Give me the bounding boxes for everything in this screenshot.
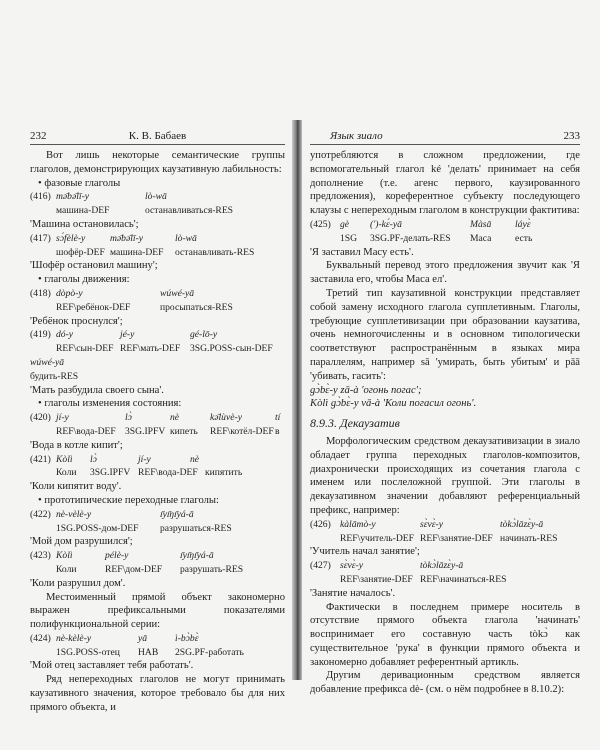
example-line: (417) sɔ́fèlè-y mə̄bə̄lī-y lò-wā [30,232,197,244]
paragraph: Третий тип каузативной конструкции представляет собой замену исходного глагола супплетивным. Глаголы, требующие супплетивизации при образовании каузатива, очень немногочисленны и в основном типологически соответствуют распространённым в языках мира параллелям, например sā 'умирать, быть убитым' и pāā 'убивать, гасить': [310,287,580,382]
translation: 'Коли кипятит воду'. [30,481,122,493]
running-head: К. В. Бабаев [128,130,187,142]
bullet-item: • глаголы движения: [38,274,130,286]
translation: 'Мой дом разрушился'; [30,536,133,548]
paragraph: Буквальный перевод этого предложения звучит как 'Я заставила его, чтобы Маса ел'. [310,260,580,286]
example-line: (418) dòpò-y wúwé-yā [30,287,195,299]
translation: 'Вода в котле кипит'; [30,439,123,451]
gloss-line: REF\вода-DEF 3SG.IPFV кипеть REF\котёл-DEF в [56,425,280,437]
gloss-line: REF\занятие-DEF REF\начинаться-RES [340,573,507,585]
translation: 'Ребёнок проснулся'; [30,315,123,327]
example-line: (424) nè-kèlè-y yā ì-bɔ̀bɛ̀ [30,632,199,644]
right-page [310,130,580,696]
example-text: Kòlì gɔ̀bɛ̀-y vā-à 'Коли погасил огонь'. [310,398,477,410]
page-number: 233 [563,130,580,142]
book-gutter [292,120,302,680]
gloss-line: будить-RES [30,370,79,382]
left-page [30,130,285,713]
gloss-line: 1SG 3SG.PF-делать-RES Маса есть [340,232,533,244]
left-page-header [30,130,285,145]
example-line: wúwé-yā [30,356,65,368]
example-line: (422) nè-vèlè-y ɪ̄yɪ̄ŋɪ̄yá-ā [30,508,194,520]
translation: 'Я заставил Масу есть'. [310,246,414,258]
paragraph: Вот лишь некоторые семантические группы глаголов, демонстрирующих каузативную лабильность: [30,150,285,175]
bullet-item: • фазовые глаголы [38,177,121,189]
example-line: (416) mə̄bə̄lī-y lò-wā [30,191,167,203]
example-line: (420) jí-y lɔ̀ nè kə̄lùvè-y tí [30,412,281,424]
example-line: (427) sɛ̀vɛ̀-y tòkɔ̀lāzɛ̀y-ā [310,560,464,572]
translation: 'Коли разрушил дом'. [30,577,126,589]
translation: 'Занятие началось'. [310,587,396,599]
translation: 'Машина остановилась'; [30,218,139,230]
running-head: Язык зиало [330,130,383,142]
gloss-line: шофёр-DEF машина-DEF останавливать-RES [56,246,255,258]
gloss-line: REF\ребёнок-DEF просыпаться-RES [56,301,233,313]
translation: 'Шофёр остановил машину'; [30,260,158,272]
paragraph: Местоименный прямой объект закономерно выражен префиксальными показателями полифункциональной серии: [30,591,285,631]
example-text: gɔ̀bɛ̀-y zā-à 'огонь погас'; [310,384,422,396]
paragraph: Фактически в последнем примере носитель в отсутствие прямого объекта глагола 'начинать' воспринимает его составную часть tòkɔ̀ как существительное 'рука' в функции прямого объекта и закономерно добавляет референтный артикль. [310,601,580,668]
paragraph: употребляются в сложном предложении, где вспомогательный глагол ké 'делать' принимает на себя дополнение (т.е. агенс первого, каузированного предложения), кореферентное субъекту последующего клаузы с непереходным глаголом в конструкции фактитива: [310,150,580,217]
page-number: 232 [30,130,47,142]
section-heading: 8.9.3. Декаузатив [310,416,400,431]
gloss-line: Коли 3SG.IPFV REF\вода-DEF кипятить [56,467,243,479]
example-line: (423) Kòlì pélè-y ɪ̄yɪ̄ŋɪ̄yá-ā [30,550,214,562]
bullet-item: • прототипические переходные глаголы: [38,494,219,506]
gloss-line: машина-DEF останавливаться-RES [56,205,234,217]
paragraph: Морфологическим средством декаузативизации в зиало обладает группа переходных глаголов-композитов, диахронически происходящих из сочетания глагола с именем или послеложной группой. Эти глаголы в декаузативном значении добавляют референциальный префикс, например: [310,435,580,516]
paragraph: Ряд непереходных глаголов не могут принимать каузативного значения, которое требовало бы для них прямого объекта, и [30,674,285,713]
example-line: (425) gè (')-kɛ́-yā Màsā láyɛ̀ [310,218,531,230]
right-page-header [310,130,580,145]
gloss-line: REF\учитель-DEF REF\занятие-DEF начинать-RES [340,532,558,544]
translation: 'Мой отец заставляет тебя работать'. [30,660,194,672]
gloss-line: 1SG.POSS-дом-DEF разрушаться-RES [56,522,232,534]
gloss-line: REF\сын-DEF REF\мать-DEF 3SG.POSS-сын-DEF [56,343,273,355]
translation: 'Мать разбудила своего сына'. [30,384,164,396]
translation: 'Учитель начал занятие'; [310,546,420,558]
paragraph: Другим деривационным средством является добавление префикса dè- (см. о нём подробнее в 8.10.2): [310,670,580,696]
gloss-line: Коли REF\дом-DEF разрушать-RES [56,563,244,575]
gloss-line: 1SG.POSS-отец HAB 2SG.PF-работать [56,646,244,658]
example-line: (426) kàlāmò-y sɛ̀vɛ̀-y tòkɔ̀lāzɛ̀y-ā [310,518,544,530]
example-line: (421) Kòlì lɔ̀ nè jí-y [30,453,200,465]
bullet-item: • глаголы изменения состояния: [38,398,182,410]
example-line: (419) dó-y jé-y gé-lō-y [30,329,218,341]
